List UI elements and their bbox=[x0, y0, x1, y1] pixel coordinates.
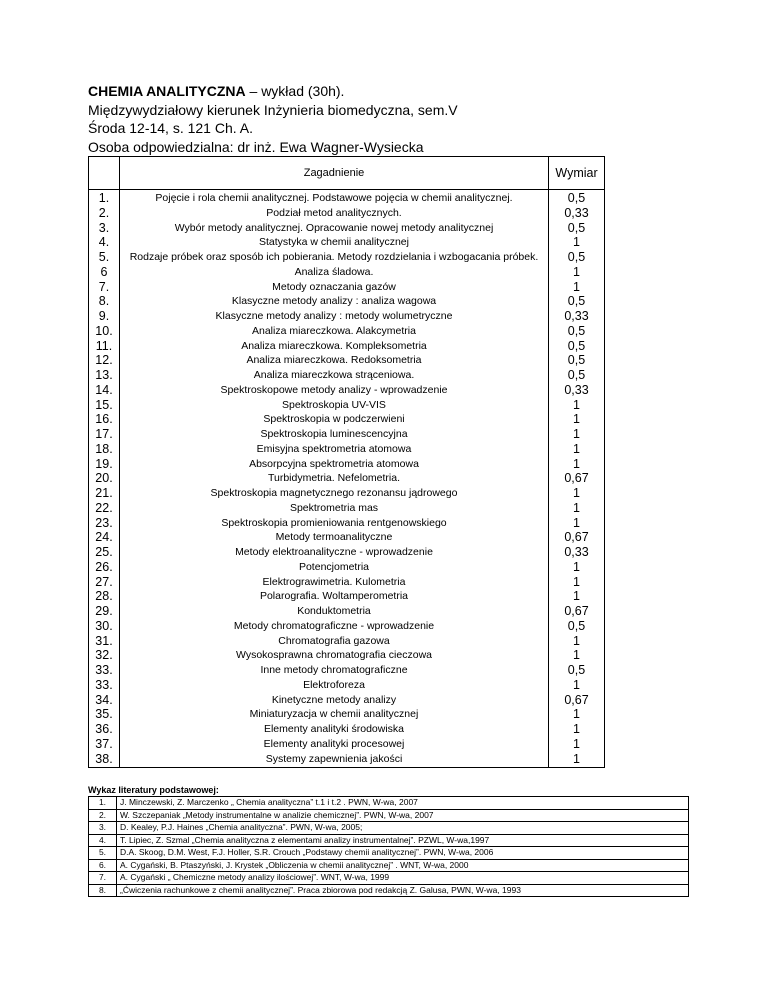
row-topic: Analiza śladowa. bbox=[120, 265, 549, 280]
row-topic: Metody chromatograficzne - wprowadzenie bbox=[120, 619, 549, 634]
literature-item-number: 6. bbox=[89, 859, 117, 872]
row-wymiar: 1 bbox=[549, 634, 605, 649]
row-topic: Turbidymetria. Nefelometria. bbox=[120, 471, 549, 486]
row-number: 26. bbox=[89, 560, 120, 575]
topics-header-row bbox=[89, 157, 605, 190]
row-wymiar: 1 bbox=[549, 575, 605, 590]
row-topic: Spektroskopia magnetycznego rezonansu jądrowego bbox=[120, 486, 549, 501]
row-wymiar: 0,67 bbox=[549, 530, 605, 545]
literature-body bbox=[89, 797, 689, 897]
row-wymiar: 0,33 bbox=[549, 383, 605, 398]
row-number: 20. bbox=[89, 471, 120, 486]
table-row bbox=[89, 294, 605, 309]
literature-item bbox=[89, 847, 689, 860]
table-row bbox=[89, 339, 605, 354]
table-row bbox=[89, 516, 605, 531]
table-row bbox=[89, 442, 605, 457]
row-topic: Klasyczne metody analizy : analiza wagowa bbox=[120, 294, 549, 309]
literature-item-text: D. Kealey, P.J. Haines „Chemia analityczna”. PWN, W-wa, 2005; bbox=[117, 822, 689, 835]
literature-item-number: 7. bbox=[89, 872, 117, 885]
row-wymiar: 1 bbox=[549, 280, 605, 295]
literature-item-text: W. Szczepaniak „Metody instrumentalne w analizie chemicznej”. PWN, W-wa, 2007 bbox=[117, 809, 689, 822]
table-row bbox=[89, 383, 605, 398]
literature-item-text: A. Cygański, B. Ptaszyński, J. Krystek „Obliczenia w chemii analitycznej” . WNT, W-wa, 2000 bbox=[117, 859, 689, 872]
row-wymiar: 0,5 bbox=[549, 368, 605, 383]
row-number: 33. bbox=[89, 678, 120, 693]
table-row bbox=[89, 648, 605, 663]
row-wymiar: 1 bbox=[549, 427, 605, 442]
row-wymiar: 0,67 bbox=[549, 693, 605, 708]
literature-item-number: 2. bbox=[89, 809, 117, 822]
table-row bbox=[89, 309, 605, 324]
course-schedule: Środa 12-14, s. 121 Ch. A. bbox=[88, 120, 253, 136]
table-row bbox=[89, 235, 605, 250]
literature-item bbox=[89, 809, 689, 822]
literature-item bbox=[89, 822, 689, 835]
row-topic: Absorpcyjna spektrometria atomowa bbox=[120, 457, 549, 472]
row-wymiar: 1 bbox=[549, 501, 605, 516]
document-header bbox=[88, 82, 458, 156]
row-topic: Elementy analityki środowiska bbox=[120, 722, 549, 737]
row-topic: Analiza miareczkowa. Redoksometria bbox=[120, 353, 549, 368]
row-number: 6 bbox=[89, 265, 120, 280]
table-row bbox=[89, 575, 605, 590]
literature-item-number: 1. bbox=[89, 797, 117, 810]
row-number: 30. bbox=[89, 619, 120, 634]
table-row bbox=[89, 206, 605, 221]
row-topic: Miniaturyzacja w chemii analitycznej bbox=[120, 707, 549, 722]
row-number: 36. bbox=[89, 722, 120, 737]
table-row bbox=[89, 634, 605, 649]
header-wymiar: Wymiar bbox=[549, 157, 605, 190]
table-row bbox=[89, 501, 605, 516]
table-row bbox=[89, 353, 605, 368]
row-wymiar: 1 bbox=[549, 752, 605, 768]
literature-item-text: A. Cygański „ Chemiczne metody analizy ilościowej”. WNT, W-wa, 1999 bbox=[117, 872, 689, 885]
row-topic: Podział metod analitycznych. bbox=[120, 206, 549, 221]
row-number: 10. bbox=[89, 324, 120, 339]
row-topic: Pojęcie i rola chemii analitycznej. Podstawowe pojęcia w chemii analitycznej. bbox=[120, 190, 549, 206]
table-row bbox=[89, 663, 605, 678]
literature-item-number: 5. bbox=[89, 847, 117, 860]
row-wymiar: 0,5 bbox=[549, 250, 605, 265]
row-topic: Inne metody chromatograficzne bbox=[120, 663, 549, 678]
row-topic: Analiza miareczkowa. Kompleksometria bbox=[120, 339, 549, 354]
row-number: 1. bbox=[89, 190, 120, 206]
course-title-line bbox=[88, 82, 458, 101]
row-number: 35. bbox=[89, 707, 120, 722]
literature-table bbox=[88, 796, 689, 897]
table-row bbox=[89, 545, 605, 560]
topics-body bbox=[89, 190, 605, 768]
table-row bbox=[89, 412, 605, 427]
table-row bbox=[89, 752, 605, 768]
table-row bbox=[89, 221, 605, 236]
row-topic: Spektroskopia UV-VIS bbox=[120, 398, 549, 413]
row-topic: Metody elektroanalityczne - wprowadzenie bbox=[120, 545, 549, 560]
row-topic: Chromatografia gazowa bbox=[120, 634, 549, 649]
row-wymiar: 0,67 bbox=[549, 471, 605, 486]
literature-item bbox=[89, 884, 689, 897]
row-wymiar: 0,67 bbox=[549, 604, 605, 619]
row-number: 8. bbox=[89, 294, 120, 309]
row-topic: Kinetyczne metody analizy bbox=[120, 693, 549, 708]
table-row bbox=[89, 190, 605, 206]
table-row bbox=[89, 619, 605, 634]
row-wymiar: 0,33 bbox=[549, 309, 605, 324]
literature-title: Wykaz literatury podstawowej: bbox=[88, 785, 219, 795]
table-row bbox=[89, 427, 605, 442]
row-number: 13. bbox=[89, 368, 120, 383]
row-wymiar: 1 bbox=[549, 707, 605, 722]
row-wymiar: 1 bbox=[549, 235, 605, 250]
row-topic: Analiza miareczkowa strąceniowa. bbox=[120, 368, 549, 383]
row-wymiar: 1 bbox=[549, 678, 605, 693]
table-row bbox=[89, 250, 605, 265]
row-wymiar: 1 bbox=[549, 560, 605, 575]
literature-item-number: 4. bbox=[89, 834, 117, 847]
table-row bbox=[89, 398, 605, 413]
row-number: 16. bbox=[89, 412, 120, 427]
row-number: 9. bbox=[89, 309, 120, 324]
row-number: 27. bbox=[89, 575, 120, 590]
table-row bbox=[89, 471, 605, 486]
row-wymiar: 0,5 bbox=[549, 339, 605, 354]
literature-item-text: T. Lipiec, Z. Szmal „Chemia analityczna z elementami analizy instrumentalnej”. PZWL, W-wa,1997 bbox=[117, 834, 689, 847]
row-number: 24. bbox=[89, 530, 120, 545]
course-title-suffix: – wykład (30h). bbox=[245, 83, 345, 99]
row-topic: Spektroskopia luminescencyjna bbox=[120, 427, 549, 442]
row-wymiar: 1 bbox=[549, 265, 605, 280]
literature-item-number: 8. bbox=[89, 884, 117, 897]
row-topic: Spektroskopowe metody analizy - wprowadzenie bbox=[120, 383, 549, 398]
row-wymiar: 1 bbox=[549, 486, 605, 501]
row-wymiar: 1 bbox=[549, 722, 605, 737]
row-number: 5. bbox=[89, 250, 120, 265]
row-wymiar: 0,5 bbox=[549, 221, 605, 236]
row-number: 12. bbox=[89, 353, 120, 368]
table-row bbox=[89, 589, 605, 604]
row-number: 19. bbox=[89, 457, 120, 472]
row-topic: Statystyka w chemii analitycznej bbox=[120, 235, 549, 250]
course-program: Międzywydziałowy kierunek Inżynieria biomedyczna, sem.V bbox=[88, 101, 458, 118]
row-number: 2. bbox=[89, 206, 120, 221]
row-number: 21. bbox=[89, 486, 120, 501]
literature-item bbox=[89, 797, 689, 810]
row-topic: Klasyczne metody analizy : metody wolumetryczne bbox=[120, 309, 549, 324]
row-topic: Konduktometria bbox=[120, 604, 549, 619]
row-topic: Rodzaje próbek oraz sposób ich pobierania. Metody rozdzielania i wzbogacania próbek. bbox=[120, 250, 549, 265]
row-wymiar: 0,33 bbox=[549, 206, 605, 221]
row-topic: Wysokosprawna chromatografia cieczowa bbox=[120, 648, 549, 663]
literature-item-number: 3. bbox=[89, 822, 117, 835]
literature-item-text: D.A. Skoog, D.M. West, F.J. Holler, S.R. Crouch „Podstawy chemii analitycznej”. PWN, W-wa, 2006 bbox=[117, 847, 689, 860]
row-topic: Systemy zapewnienia jakości bbox=[120, 752, 549, 768]
row-wymiar: 0,5 bbox=[549, 294, 605, 309]
table-row bbox=[89, 678, 605, 693]
literature-item bbox=[89, 834, 689, 847]
table-row bbox=[89, 604, 605, 619]
row-wymiar: 1 bbox=[549, 398, 605, 413]
table-row bbox=[89, 324, 605, 339]
row-wymiar: 0,5 bbox=[549, 353, 605, 368]
row-topic: Spektroskopia w podczerwieni bbox=[120, 412, 549, 427]
row-number: 22. bbox=[89, 501, 120, 516]
row-wymiar: 0,5 bbox=[549, 663, 605, 678]
row-wymiar: 0,5 bbox=[549, 619, 605, 634]
row-number: 15. bbox=[89, 398, 120, 413]
row-wymiar: 0,5 bbox=[549, 324, 605, 339]
row-topic: Elementy analityki procesowej bbox=[120, 737, 549, 752]
table-row bbox=[89, 280, 605, 295]
row-number: 34. bbox=[89, 693, 120, 708]
table-row bbox=[89, 737, 605, 752]
table-row bbox=[89, 457, 605, 472]
row-number: 38. bbox=[89, 752, 120, 768]
row-number: 33. bbox=[89, 663, 120, 678]
row-topic: Spektroskopia promieniowania rentgenowskiego bbox=[120, 516, 549, 531]
row-number: 23. bbox=[89, 516, 120, 531]
literature-item-text: „Ćwiczenia rachunkowe z chemii analitycznej”. Praca zbiorowa pod redakcją Z. Galusa, PWN, W-wa, 1993 bbox=[117, 884, 689, 897]
row-wymiar: 1 bbox=[549, 589, 605, 604]
row-topic: Spektrometria mas bbox=[120, 501, 549, 516]
literature-item-text: J. Minczewski, Z. Marczenko „ Chemia analityczna” t.1 i t.2 . PWN, W-wa, 2007 bbox=[117, 797, 689, 810]
row-topic: Elektroforeza bbox=[120, 678, 549, 693]
header-topic: Zagadnienie bbox=[120, 157, 549, 190]
row-number: 31. bbox=[89, 634, 120, 649]
table-row bbox=[89, 265, 605, 280]
row-topic: Metody oznaczania gazów bbox=[120, 280, 549, 295]
course-title: CHEMIA ANALITYCZNA bbox=[88, 83, 246, 99]
table-row bbox=[89, 707, 605, 722]
row-number: 25. bbox=[89, 545, 120, 560]
row-number: 28. bbox=[89, 589, 120, 604]
table-row bbox=[89, 722, 605, 737]
row-wymiar: 0,33 bbox=[549, 545, 605, 560]
table-row bbox=[89, 368, 605, 383]
row-wymiar: 1 bbox=[549, 516, 605, 531]
row-topic: Emisyjna spektrometria atomowa bbox=[120, 442, 549, 457]
row-number: 17. bbox=[89, 427, 120, 442]
row-number: 29. bbox=[89, 604, 120, 619]
row-topic: Polarografia. Woltamperometria bbox=[120, 589, 549, 604]
course-lecturer: Osoba odpowiedzialna: dr inż. Ewa Wagner-Wysiecka bbox=[88, 138, 424, 155]
row-number: 18. bbox=[89, 442, 120, 457]
row-wymiar: 1 bbox=[549, 442, 605, 457]
row-wymiar: 0,5 bbox=[549, 190, 605, 206]
row-number: 3. bbox=[89, 221, 120, 236]
row-wymiar: 1 bbox=[549, 457, 605, 472]
literature-item bbox=[89, 872, 689, 885]
table-row bbox=[89, 693, 605, 708]
row-number: 4. bbox=[89, 235, 120, 250]
table-row bbox=[89, 486, 605, 501]
row-topic: Potencjometria bbox=[120, 560, 549, 575]
row-number: 14. bbox=[89, 383, 120, 398]
row-number: 7. bbox=[89, 280, 120, 295]
row-number: 32. bbox=[89, 648, 120, 663]
row-topic: Wybór metody analitycznej. Opracowanie nowej metody analitycznej bbox=[120, 221, 549, 236]
header-num-cell bbox=[89, 157, 120, 190]
table-row bbox=[89, 560, 605, 575]
row-number: 11. bbox=[89, 339, 120, 354]
row-number: 37. bbox=[89, 737, 120, 752]
row-topic: Elektrograwimetria. Kulometria bbox=[120, 575, 549, 590]
topics-table bbox=[88, 156, 605, 768]
table-row bbox=[89, 530, 605, 545]
row-wymiar: 1 bbox=[549, 412, 605, 427]
row-topic: Metody termoanalityczne bbox=[120, 530, 549, 545]
literature-item bbox=[89, 859, 689, 872]
row-wymiar: 1 bbox=[549, 648, 605, 663]
row-wymiar: 1 bbox=[549, 737, 605, 752]
row-topic: Analiza miareczkowa. Alakcymetria bbox=[120, 324, 549, 339]
